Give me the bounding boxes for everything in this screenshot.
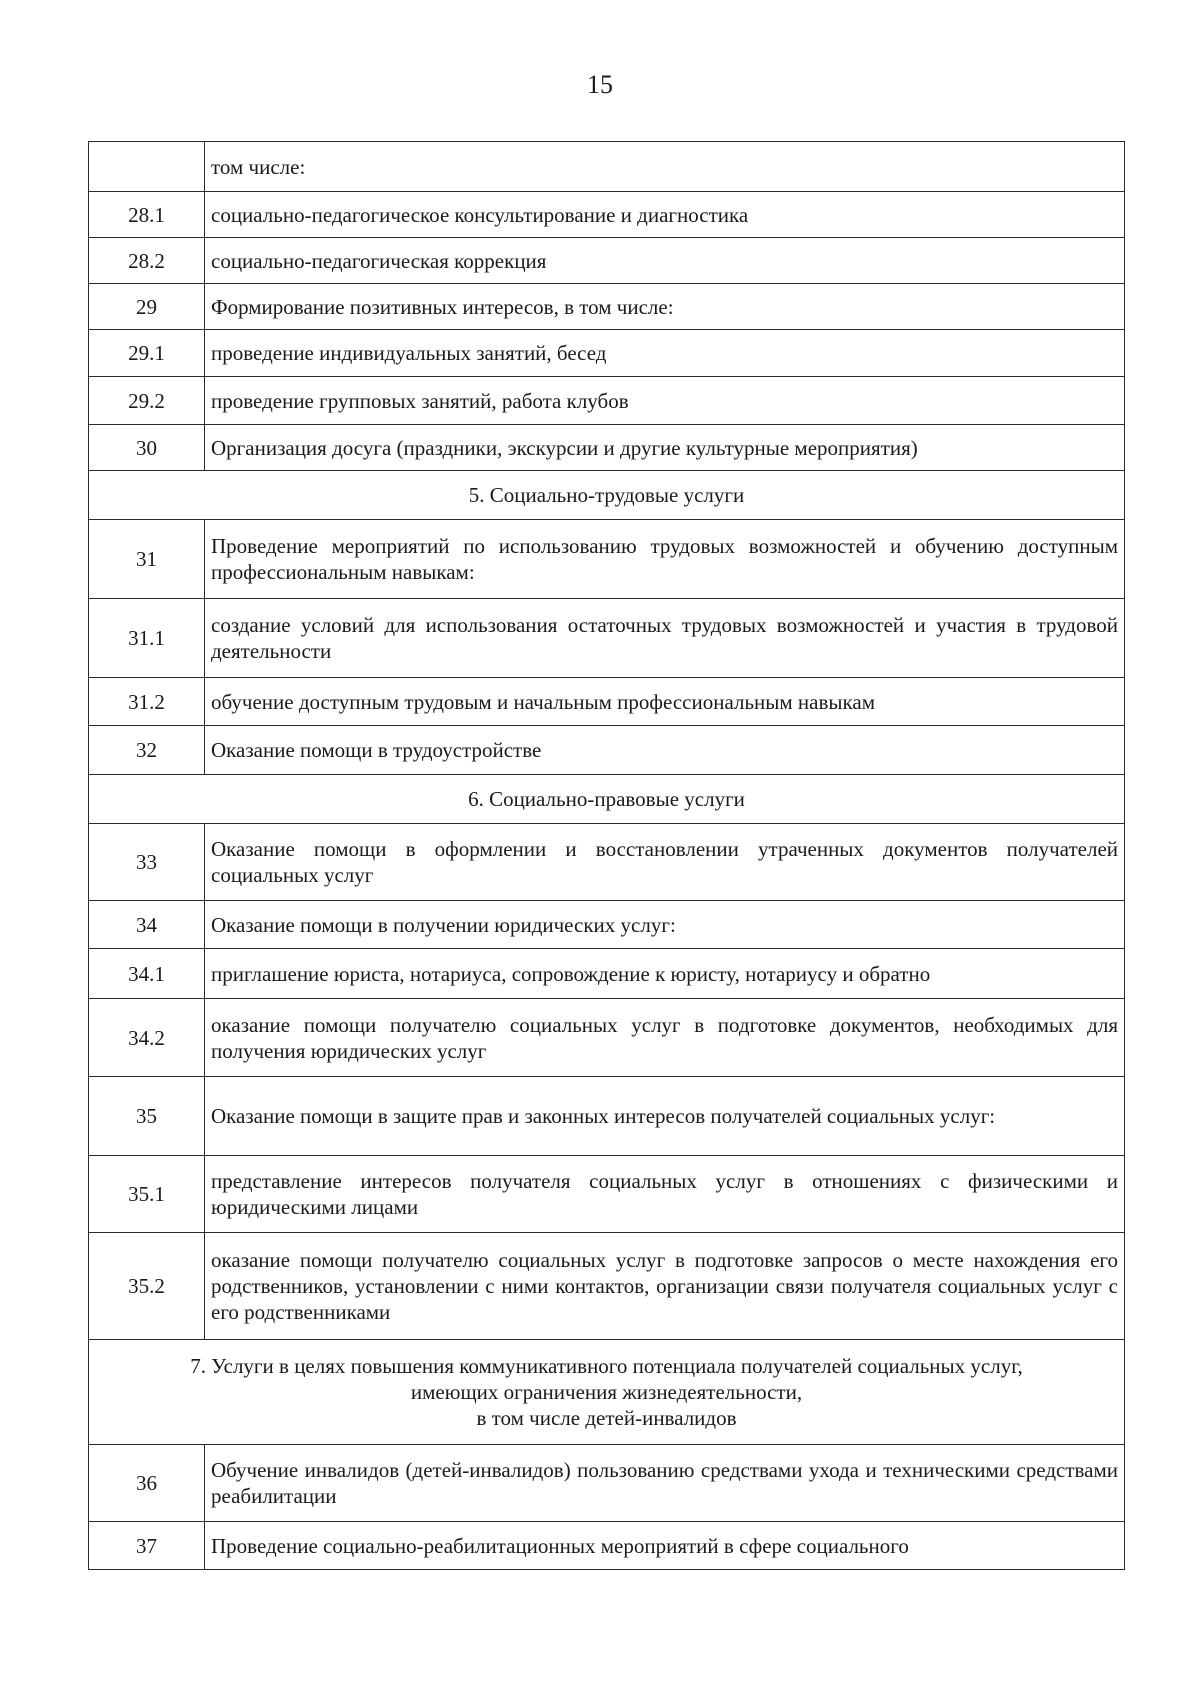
item-number: 35.1: [89, 1156, 205, 1233]
item-description: Оказание помощи в защите прав и законных интересов получателей социальных услуг:: [205, 1077, 1125, 1156]
item-description: Проведение мероприятий по использованию трудовых возможностей и обучению доступным профессиональным навыкам:: [205, 520, 1125, 599]
item-number: 31.2: [89, 678, 205, 726]
item-description: Обучение инвалидов (детей-инвалидов) пользованию средствами ухода и техническими средствами реабилитации: [205, 1445, 1125, 1522]
section-title: 5. Социально-трудовые услуги: [89, 471, 1125, 520]
table-row: [89, 520, 1125, 599]
table-row: [89, 599, 1125, 678]
item-description: социально-педагогическое консультирование и диагностика: [205, 192, 1125, 238]
item-number: 35: [89, 1077, 205, 1156]
item-description: том числе:: [205, 142, 1125, 192]
table-row: [89, 949, 1125, 999]
table-row: [89, 284, 1125, 330]
page-number: 15: [587, 70, 613, 99]
item-description: Проведение социально-реабилитационных мероприятий в сфере социального: [205, 1522, 1125, 1570]
services-table: [88, 141, 1125, 1570]
item-number: 31.1: [89, 599, 205, 678]
item-number: 29.1: [89, 330, 205, 377]
table-row: [89, 425, 1125, 471]
section-title-line-2: имеющих ограничения жизнедеятельности,: [410, 1380, 803, 1404]
section-row: [89, 775, 1125, 824]
section-title-line-3: в том числе детей-инвалидов: [476, 1406, 737, 1430]
table-row: [89, 1077, 1125, 1156]
item-number: 29.2: [89, 377, 205, 425]
item-description: представление интересов получателя социальных услуг в отношениях с физическими и юридическими лицами: [205, 1156, 1125, 1233]
item-number: 34: [89, 901, 205, 949]
item-number: 29: [89, 284, 205, 330]
table-row: [89, 377, 1125, 425]
table-row: [89, 238, 1125, 284]
section-title: [89, 1340, 1125, 1445]
table-row: [89, 999, 1125, 1077]
table-row: [89, 824, 1125, 901]
item-description: оказание помощи получателю социальных услуг в подготовке документов, необходимых для получения юридических услуг: [205, 999, 1125, 1077]
table-row: [89, 192, 1125, 238]
item-number: 36: [89, 1445, 205, 1522]
item-description: Формирование позитивных интересов, в том числе:: [205, 284, 1125, 330]
table-row: [89, 901, 1125, 949]
item-number: 34.2: [89, 999, 205, 1077]
item-description: Оказание помощи в трудоустройстве: [205, 726, 1125, 775]
item-description: приглашение юриста, нотариуса, сопровождение к юристу, нотариусу и обратно: [205, 949, 1125, 999]
table-row: [89, 726, 1125, 775]
item-number: 34.1: [89, 949, 205, 999]
item-number: 32: [89, 726, 205, 775]
section-title-line-1: 7. Услуги в целях повышения коммуникативного потенциала получателей социальных услуг,: [190, 1354, 1023, 1378]
table-row: [89, 1522, 1125, 1570]
item-number: 31: [89, 520, 205, 599]
table-row: [89, 678, 1125, 726]
table-row: [89, 330, 1125, 377]
table-row: [89, 1156, 1125, 1233]
item-description: проведение индивидуальных занятий, бесед: [205, 330, 1125, 377]
item-number: [89, 142, 205, 192]
item-number: 28.2: [89, 238, 205, 284]
item-number: 37: [89, 1522, 205, 1570]
section-row: [89, 471, 1125, 520]
item-number: 30: [89, 425, 205, 471]
item-number: 35.2: [89, 1233, 205, 1340]
section-title: 6. Социально-правовые услуги: [89, 775, 1125, 824]
table-row: [89, 142, 1125, 192]
table-row: [89, 1445, 1125, 1522]
item-description: социально-педагогическая коррекция: [205, 238, 1125, 284]
item-description: Организация досуга (праздники, экскурсии и другие культурные мероприятия): [205, 425, 1125, 471]
item-description: создание условий для использования остаточных трудовых возможностей и участия в трудовой деятельности: [205, 599, 1125, 678]
item-description: проведение групповых занятий, работа клубов: [205, 377, 1125, 425]
item-description: Оказание помощи в получении юридических услуг:: [205, 901, 1125, 949]
section-row: [89, 1340, 1125, 1445]
table-row: [89, 1233, 1125, 1340]
item-number: 28.1: [89, 192, 205, 238]
item-number: 33: [89, 824, 205, 901]
item-description: оказание помощи получателю социальных услуг в подготовке запросов о месте нахождения его родственников, установлении с ними контактов, организации связи получателя социальных услуг с его родственниками: [205, 1233, 1125, 1340]
item-description: обучение доступным трудовым и начальным профессиональным навыкам: [205, 678, 1125, 726]
item-description: Оказание помощи в оформлении и восстановлении утраченных документов получателей социальных услуг: [205, 824, 1125, 901]
